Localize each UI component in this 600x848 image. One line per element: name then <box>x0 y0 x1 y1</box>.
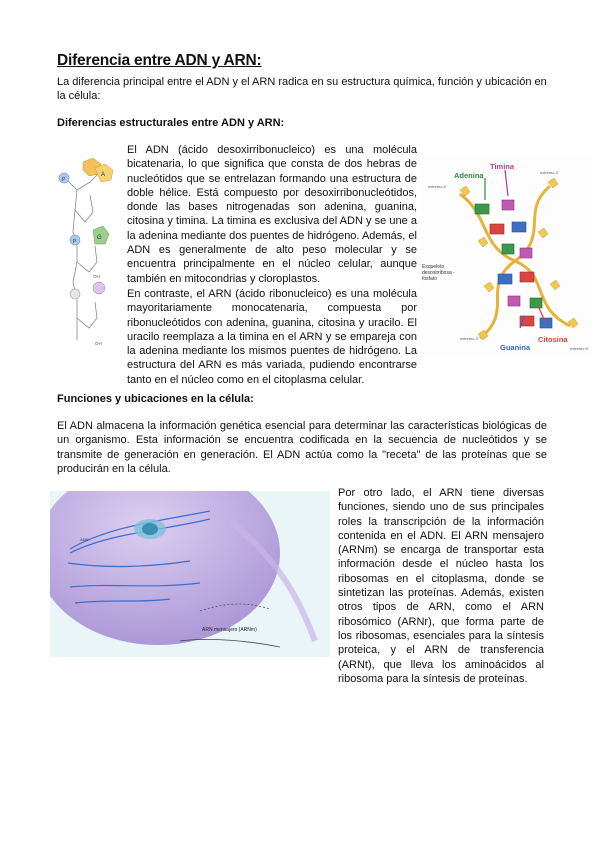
phosphate-label-2: P <box>73 239 77 245</box>
rna-paragraph: En contraste, el ARN (ácido ribonucleico) es una molécula mayoritariamente monocatenaria, compuesta por ribonucleótidos con adenina, guanina, citosina y uracilo. El uracilo reemplaza a la timina en el ARN y se empareja con la adenina mediante los mismos puentes de hidrógeno. La estructura del ARN es más variada, pudiendo encontrarse tanto en el núcleo como en el citoplasma celular. <box>127 288 417 386</box>
end3-top-label: extremo 3' <box>540 170 559 175</box>
rna-function-paragraph: Por otro lado, el ARN tiene diversas funciones, siendo uno de sus principales roles la transcripción de la información contenida en el ADN. El ARN mensajero (ARNm) se encarga de transportar esta información desde el núcleo hasta los ribosomas en el citoplasma, donde se sintetizan las proteínas. Además, existen otros tipos de ARN, como el ARN ribosómico (ARNr), que forma parte de los ribosomas, esenciales para la síntesis proteica, y el ARN de transferencia (ARNt), que lleva los aminoácidos al ribosoma para la síntesis de proteínas. <box>338 487 544 685</box>
cell-dna-label: ADN <box>80 537 89 542</box>
phosphate-label: P <box>62 177 66 183</box>
cell-transcription-figure <box>50 491 330 657</box>
thymine-label: Timina <box>490 162 515 171</box>
adenine-label: A <box>101 172 106 178</box>
end5-top-label: extremo 5' <box>428 184 447 189</box>
backbone-label: Esqueleto desoxirribosa -fosfato <box>422 264 455 282</box>
cytosine-label: Citosina <box>538 335 568 344</box>
guanine-label: G <box>97 235 102 241</box>
intro-paragraph: La diferencia principal entre el ADN y el ARN radica en su estructura química, función y ubicación en la célula: <box>57 76 547 103</box>
oh-label-2: OH <box>95 341 102 346</box>
section-heading-functions: Funciones y ubicaciones en la célula: <box>57 393 254 405</box>
section-heading-structure: Diferencias estructurales entre ADN y ARN: <box>57 117 285 129</box>
dna-paragraph: El ADN (ácido desoxirribonucleico) es una molécula bicatenaria, lo que significa que consta de dos hebras de nucleótidos que se entrelazan formando una estructura de doble hélice. Está compuesto por desoxirribonucleótidos, donde las bases nitrogenadas son adenina, guanina, citosina y timina. La timina es exclusiva del ADN y se une a la adenina mediante dos puentes de hidrógeno. Además, el ADN es generalmente de alto peso molecular y se encuentra principalmente en el núcleo celular, aunque también en mitocondrias y cloroplastos. <box>127 144 417 285</box>
end3-bottom-label: extremo 3' <box>460 336 479 341</box>
nucleotide-chain-figure <box>55 150 120 355</box>
adenine-helix-label: Adenina <box>454 171 484 180</box>
nucleus-shape <box>50 491 280 645</box>
mrna-label: ARN mensajero (ARNm) <box>202 627 257 633</box>
oh-label: OH <box>93 274 100 279</box>
guanine-helix-label: Guanina <box>500 343 531 352</box>
end5-bottom-label: extremo 5' <box>570 346 589 351</box>
page-title: Diferencia entre ADN y ARN: <box>57 52 262 69</box>
dna-function-paragraph: El ADN almacena la información genética esencial para determinar las características biológicas de un organismo. Esta información se encuentra codificada en la secuencia de nucleótidos y se transmite de generación en generación. El ADN actúa como la "receta" de las proteínas que se producirán en la célula. <box>57 420 547 475</box>
double-helix-figure <box>420 156 592 356</box>
